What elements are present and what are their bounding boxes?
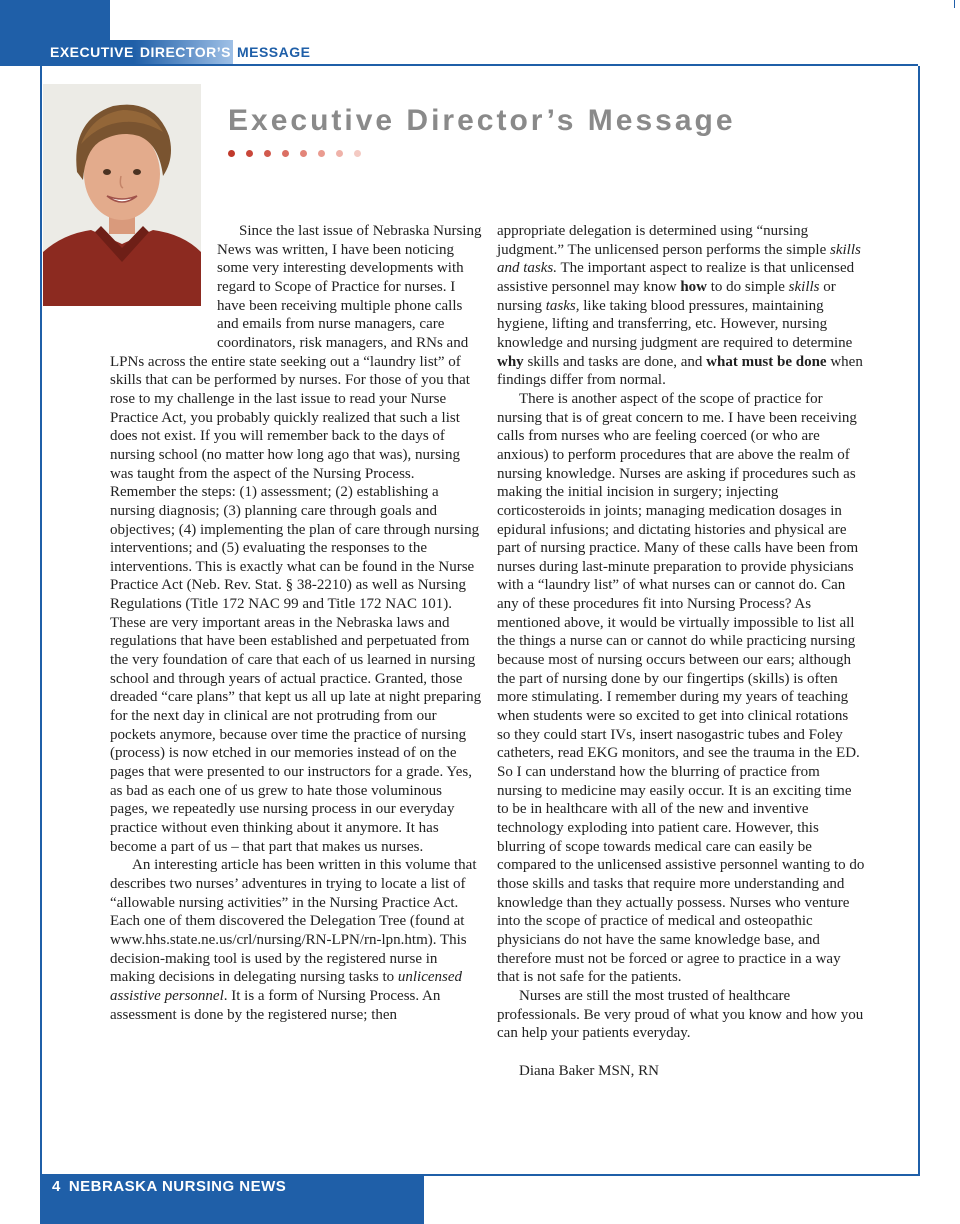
right-column bbox=[497, 222, 865, 1080]
right-paragraph-1: appropriate delegation is determined using “nursing judgment.” The unlicensed person performs the simple skills and tasks. The important aspect to realize is that unlicensed assistive personnel may know how to do simple skills or nursing tasks, like taking blood pressures, maintaining hygiene, lifting and transferring, etc. However, nursing knowledge and nursing judgment are required to determine why skills and tasks are done, and what must be done when findings differ from normal. bbox=[497, 223, 863, 389]
page-number: 4 bbox=[52, 1178, 61, 1195]
crop-mark bbox=[7, 0, 8, 8]
title-dot bbox=[300, 150, 307, 157]
title-dot bbox=[264, 150, 271, 157]
title-dot bbox=[336, 150, 343, 157]
title-dot bbox=[282, 150, 289, 157]
section-header-part3: MESSAGE bbox=[233, 40, 315, 64]
left-paragraph-1: Since the last issue of Nebraska Nursing News was written, I have been noticing some very interesting developments with regard to Scope of Practice for nurses. I have been receiving multiple phone calls and emails from nurse managers, care coordinators, risk managers, and RNs and LPNs across the entire state seeking out a “laundry list” of skills that can be performed by nurses. For those of you that rose to my challenge in the last issue to read your Nurse Practice Act, you probably quickly realized that such a list does not exist. If you will remember back to the days of nursing school (no matter how long ago that was), nursing was taught from the aspect of the Nursing Process. Remember the steps: (1) assessment; (2) establishing a nursing diagnosis; (3) planning care through goals and objectives; (4) implementing the plan of care through nursing interventions; and (5) evaluating the responses to the interventions. This is exactly what can be found in the Nurse Practice Act (Neb. Rev. Stat. § 38-2210) as well as Nursing Regulations (Title 172 NAC 99 and Title 172 NAC 101). These are very important areas in the Nebraska laws and regulations that have been established and perpetuated from the very foundation of care that each of us learned in nursing school and through years of actual practice. Granted, those dreaded “care plans” that kept us all up late at night preparing for the next day in clinical are not protruding from our pockets anymore, because over time the practice of nursing (process) is now etched in our memories instead of on the pages that were presented to our instructors for a grade. Yes, as bad as each one of us grew to hate those voluminous pages, we repeatedly use nursing process in our everyday practice without even thinking about it anymore. It has become a part of us – that part that makes us nurses. bbox=[110, 223, 482, 855]
section-header-part1: EXECUTIVE bbox=[40, 40, 134, 64]
section-header-part2: DIRECTOR’S bbox=[134, 40, 233, 64]
crop-mark bbox=[954, 0, 955, 8]
title-dots bbox=[228, 150, 361, 157]
section-header bbox=[40, 40, 314, 64]
footer bbox=[52, 1178, 286, 1195]
title-dot bbox=[318, 150, 325, 157]
right-paragraph-2: There is another aspect of the scope of practice for nursing that is of great concern to me. I have been receiving calls from nurses who are feeling coerced (or who are anxious) to perform procedures that are above the realm of nursing knowledge. Nurses are asking if procedures such as making the initial incision in surgery; injecting corticosteroids in joints; managing medication dosages in epidural infusions; and dictating histories and physical are part of nursing practice. Many of these calls have been from nurses during last-minute preparation to provide physicians with a “laundry list” of what nurses can or cannot do. Can any of these procedures fit into Nursing Process? As mentioned above, it would be virtually impossible to list all the things a nurse can or cannot do while practicing nursing because most of nursing occurs between our ears; although the part of nursing done by our fingertips (skills) is often more stimulating. I remember during my years of teaching when students were so excited to get into clinical rotations so they could start IVs, insert nasogastric tubes and Foley catheters, read EKG monitors, and see the trauma in the ED. So I can understand how the blurring of practice from nursing to medicine may easily occur. It is an exciting time to be in healthcare with all of the new and inventive technology exploding into patient care. However, this blurring of scope towards medical care can easily be compared to the unlicensed assistive personnel wanting to do those skills and tasks that require more understanding and knowledge than they actually possess. Nurses who venture into the scope of practice of medical and osteopathic physicians do not have the same knowledge base, and therefore must not be forced or agree to practice in a way that is not safe for the patients. bbox=[497, 390, 865, 986]
author-signature: Diana Baker MSN, RN bbox=[519, 1062, 659, 1079]
article-title: Executive Director’s Message bbox=[228, 104, 736, 137]
title-dot bbox=[246, 150, 253, 157]
left-paragraph-2: An interesting article has been written in this volume that describes two nurses’ adventures in trying to locate a list of “allowable nursing activities” in the Nursing Practice Act. Each one of them discovered the Delegation Tree (found at www.hhs.state.ne.us/crl/nursing/RN-LPN/rn-lpn.htm). This decision-making tool is used by the registered nurse in making decisions in delegating nursing tasks to unlicensed assistive personnel. It is a form of Nursing Process. An assessment is done by the registered nurse; then bbox=[110, 857, 477, 1023]
left-column bbox=[110, 222, 482, 1024]
title-dot bbox=[354, 150, 361, 157]
right-paragraph-3: Nurses are still the most trusted of healthcare professionals. Be very proud of what you know and how you can help your patients everyday. bbox=[497, 987, 864, 1042]
title-dot bbox=[228, 150, 235, 157]
photo-wrap-spacer bbox=[110, 222, 217, 334]
publication-name: NEBRASKA NURSING NEWS bbox=[68, 1178, 287, 1195]
